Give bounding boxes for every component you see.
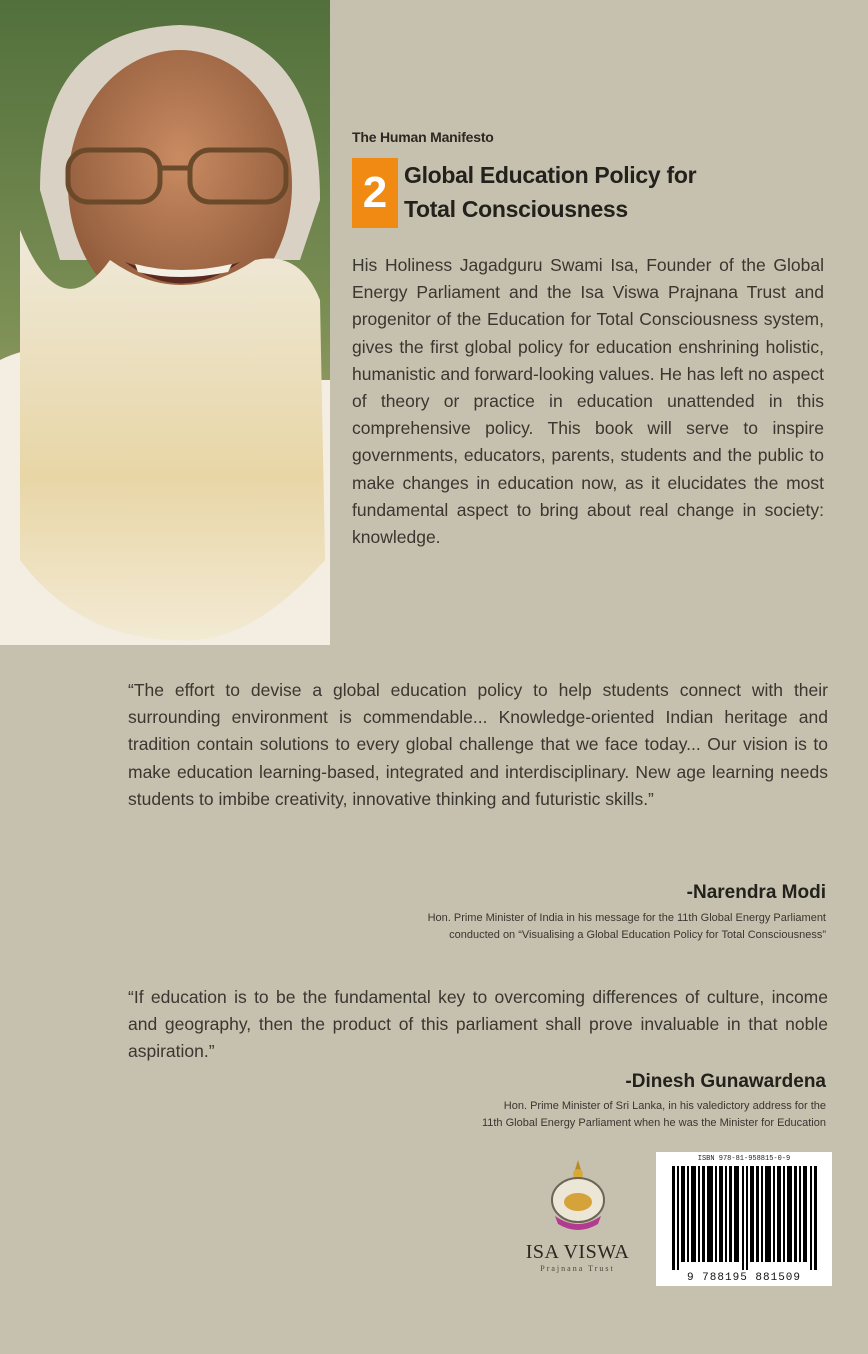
isbn-barcode bbox=[656, 1152, 832, 1286]
publisher-subtitle: Prajnana Trust bbox=[540, 1264, 615, 1273]
quote-note-modi-line-1: Hon. Prime Minister of India in his message for the 11th Global Energy Parliament bbox=[427, 912, 826, 924]
publisher-logo bbox=[515, 1158, 640, 1288]
quote-note-gunawardena-line-1: Hon. Prime Minister of Sri Lanka, in his valedictory address for the bbox=[503, 1100, 826, 1112]
quote-author-modi: -Narendra Modi bbox=[686, 882, 826, 903]
isbn-top-text: ISBN 978-81-958815-0-9 bbox=[697, 1155, 791, 1163]
isbn-digits: 9 788195 881509 bbox=[686, 1272, 802, 1284]
author-photo bbox=[0, 0, 330, 645]
volume-number-badge: 2 bbox=[352, 158, 398, 228]
quote-note-modi-line-2: conducted on “Visualising a Global Education Policy for Total Consciousness” bbox=[449, 929, 826, 941]
book-title-line-2: Total Consciousness bbox=[404, 196, 628, 222]
series-label: The Human Manifesto bbox=[352, 129, 494, 145]
publisher-emblem-icon bbox=[543, 1158, 613, 1234]
book-title bbox=[404, 158, 804, 226]
quote-gunawardena: “If education is to be the fundamental key to overcoming differences of culture, income and geography, then the product of this parliament shall prove invaluable in that noble aspiration.” bbox=[128, 987, 828, 1062]
quote-author-gunawardena: -Dinesh Gunawardena bbox=[625, 1071, 826, 1092]
quote-note-gunawardena bbox=[206, 1098, 826, 1132]
barcode-bars-icon bbox=[672, 1166, 818, 1270]
quote-note-modi bbox=[206, 910, 826, 944]
quote-modi: “The effort to devise a global education policy to help students connect with their surrounding environment is commendable... Knowledge-oriented Indian heritage and tradition contain solutions to every global challenge that we face today... Our vision is to make education learning-based, integrated and interdisciplinary. New age learning needs students to imbibe creativity, innovative thinking and futuristic skills.” bbox=[128, 680, 828, 809]
quote-note-gunawardena-line-2: 11th Global Energy Parliament when he was the Minister for Education bbox=[481, 1117, 826, 1129]
book-blurb: His Holiness Jagadguru Swami Isa, Founder of the Global Energy Parliament and the Isa Viswa Prajnana Trust and progenitor of the Education for Total Consciousness system, gives the first global policy for education enshrining holistic, humanistic and forward-looking values. He has left no aspect of theory or practice in education unattended in this comprehensive policy. This book will serve to inspire governments, educators, parents, students and the public to make changes in education now, as it elucidates the most fundamental aspect to bring about real change in society: knowledge. bbox=[352, 255, 824, 548]
book-title-line-1: Global Education Policy for bbox=[404, 162, 697, 188]
publisher-name: ISA VISWA bbox=[525, 1241, 630, 1263]
